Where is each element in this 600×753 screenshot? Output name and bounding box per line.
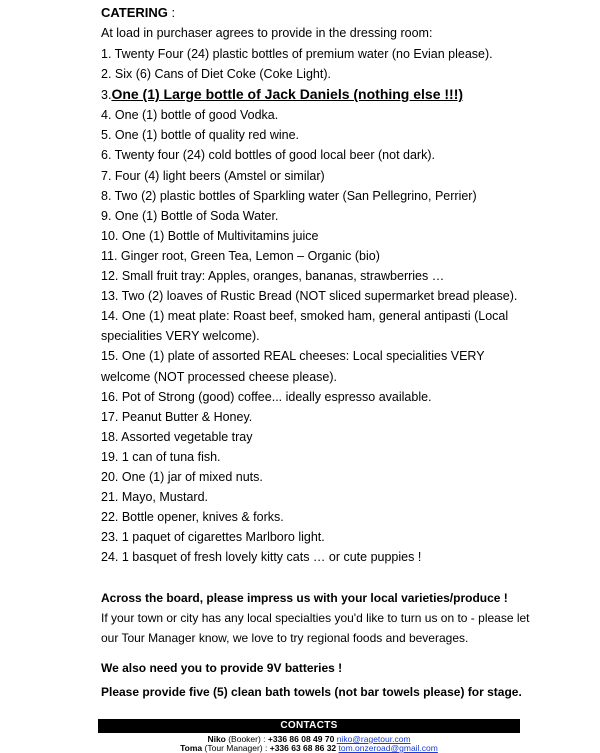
contact-phone: +336 63 68 86 32 xyxy=(269,743,337,753)
list-item: 5. One (1) bottle of quality red wine. xyxy=(101,128,300,143)
catering-list xyxy=(101,44,541,567)
list-item: 24. 1 basquet of fresh lovely kitty cats … or cute puppies ! xyxy=(101,550,422,565)
catering-heading xyxy=(101,5,175,20)
list-item: 1. Twenty Four (24) plastic bottles of premium water (no Evian please). xyxy=(101,47,493,61)
local-produce-text: If your town or city has any local specialties you'd like to turn us on to - please let our Tour Manager know, we love to try regional foods and beverages. xyxy=(101,611,530,645)
list-item: 2. Six (6) Cans of Diet Coke (Coke Light). xyxy=(101,67,331,82)
catering-title: CATERING xyxy=(101,5,168,20)
item-number: 3. xyxy=(101,88,112,103)
list-item: 18. Assorted vegetable tray xyxy=(101,429,253,444)
towels-note: Please provide five (5) clean bath towels (not bar towels please) for stage. xyxy=(101,685,522,699)
contact-name: Niko xyxy=(207,734,226,744)
item-text: One (1) Large bottle of Jack Daniels (nothing else !!!) xyxy=(111,86,464,103)
contacts-banner: CONTACTS xyxy=(98,719,520,733)
contact-email-link[interactable]: niko@ragetour.com xyxy=(336,734,411,744)
contact-email-link[interactable]: tom.onzeroad@gmail.com xyxy=(338,743,438,753)
list-item: 9. One (1) Bottle of Soda Water. xyxy=(101,208,279,223)
list-item-highlighted xyxy=(101,84,541,105)
list-item: 11. Ginger root, Green Tea, Lemon – Organic (bio) xyxy=(101,248,380,263)
list-item: 7. Four (4) light beers (Amstel or similar) xyxy=(101,168,325,183)
list-item: 12. Small fruit tray: Apples, oranges, bananas, strawberries … xyxy=(101,269,445,284)
list-item: 15. One (1) plate of assorted REAL cheeses: Local specialities VERY welcome (NOT processed cheese please). xyxy=(101,349,485,384)
list-item: 16. Pot of Strong (good) coffee... ideally espresso available. xyxy=(101,389,432,404)
contact-role: (Tour Manager) : xyxy=(202,743,270,753)
list-item: 23. 1 paquet of cigarettes Marlboro light. xyxy=(101,530,325,545)
list-item: 14. One (1) meat plate: Roast beef, smoked ham, general antipasti (Local specialities VERY welcome). xyxy=(101,309,509,344)
list-item: 8. Two (2) plastic bottles of Sparkling water (San Pellegrino, Perrier) xyxy=(101,188,477,203)
batteries-note: We also need you to provide 9V batteries ! xyxy=(101,661,343,675)
intro-line: At load in purchaser agrees to provide in the dressing room: xyxy=(101,26,433,40)
list-item: 10. One (1) Bottle of Multivitamins juice xyxy=(101,228,319,243)
list-item: 19. 1 can of tuna fish. xyxy=(101,449,221,464)
local-produce-heading: Across the board, please impress us with your local varieties/produce ! xyxy=(101,591,508,605)
contact-name: Toma xyxy=(180,743,203,753)
list-item: 17. Peanut Butter & Honey. xyxy=(101,409,253,424)
list-item: 13. Two (2) loaves of Rustic Bread (NOT sliced supermarket bread please). xyxy=(101,289,518,304)
catering-colon: : xyxy=(167,5,176,20)
list-item: 20. One (1) jar of mixed nuts. xyxy=(101,469,263,484)
list-item: 6. Twenty four (24) cold bottles of good local beer (not dark). xyxy=(101,148,435,163)
contact-role: (Booker) : xyxy=(225,734,268,744)
list-item: 21. Mayo, Mustard. xyxy=(101,490,208,505)
contact-phone: +336 86 08 49 70 xyxy=(267,734,335,744)
local-produce-section xyxy=(101,588,541,648)
list-item: 4. One (1) bottle of good Vodka. xyxy=(101,108,279,123)
list-item: 22. Bottle opener, knives & forks. xyxy=(101,510,284,525)
contact-row-tour-manager xyxy=(98,743,520,753)
